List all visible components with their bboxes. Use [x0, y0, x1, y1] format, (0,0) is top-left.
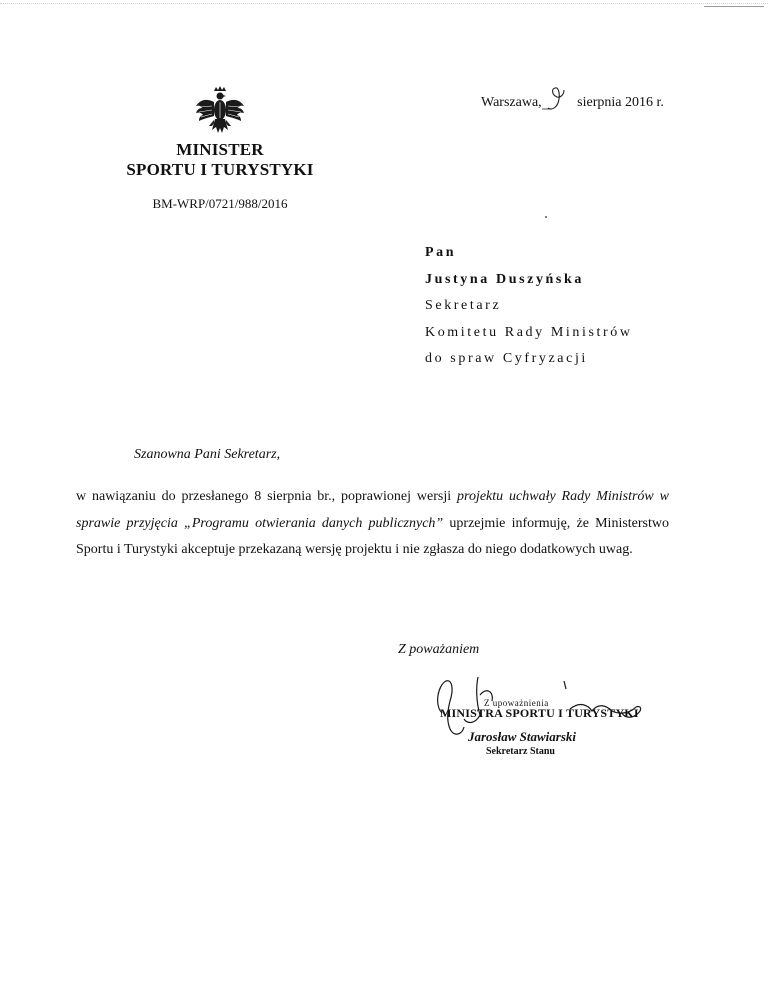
- body-part2: uprzejmie informuję, że Ministerstwo Sportu i Turystyki akceptuje przekazaną wersję projektu i nie zgłasza do niego dodatkowych uwag.: [76, 515, 670, 557]
- place-date: [481, 92, 664, 114]
- stamp-authority: MINISTRA SPORTU I TURYSTYKI: [440, 706, 639, 720]
- ministry-title-line1: MINISTER: [176, 140, 264, 159]
- ministry-title: [100, 140, 340, 180]
- ministry-title-line2: SPORTU I TURYSTYKI: [126, 160, 314, 179]
- stamp-authorization: Z upoważnienia: [484, 698, 549, 708]
- scan-edge-mark: [704, 6, 764, 7]
- salutation: Szanowna Pani Sekretarz,: [134, 447, 281, 462]
- eagle-emblem-icon: [194, 86, 246, 138]
- addressee-prefix: Pan: [425, 245, 457, 260]
- handwritten-day: [542, 86, 574, 108]
- signer-name: Jarosław Stawiarski: [468, 729, 577, 744]
- reference-number: BM-WRP/0721/988/2016: [152, 196, 288, 211]
- body-italic-title: projektu uchwały Rady Ministrów w sprawie przyjęcia „Programu otwierania danych publicznych”: [76, 489, 669, 531]
- scan-edge-line: [0, 3, 768, 6]
- place: Warszawa,: [481, 95, 542, 111]
- date-rest: sierpnia 2016 r.: [577, 95, 664, 111]
- addressee-committee-scope: do spraw Cyfryzacji: [425, 351, 588, 366]
- body-part1: w nawiązaniu do przesłanego 8 sierpnia br., poprawionej wersji: [76, 489, 458, 504]
- letter-body: [76, 484, 669, 564]
- addressee-position: Sekretarz: [425, 298, 502, 313]
- scan-speck: [545, 216, 547, 218]
- addressee-committee: Komitetu Rady Ministrów: [425, 324, 633, 340]
- addressee-name: Justyna Duszyńska: [425, 271, 584, 287]
- closing: Z poważaniem: [398, 642, 480, 657]
- addressee-block: [425, 240, 633, 373]
- signer-role: Sekretarz Stanu: [486, 746, 555, 757]
